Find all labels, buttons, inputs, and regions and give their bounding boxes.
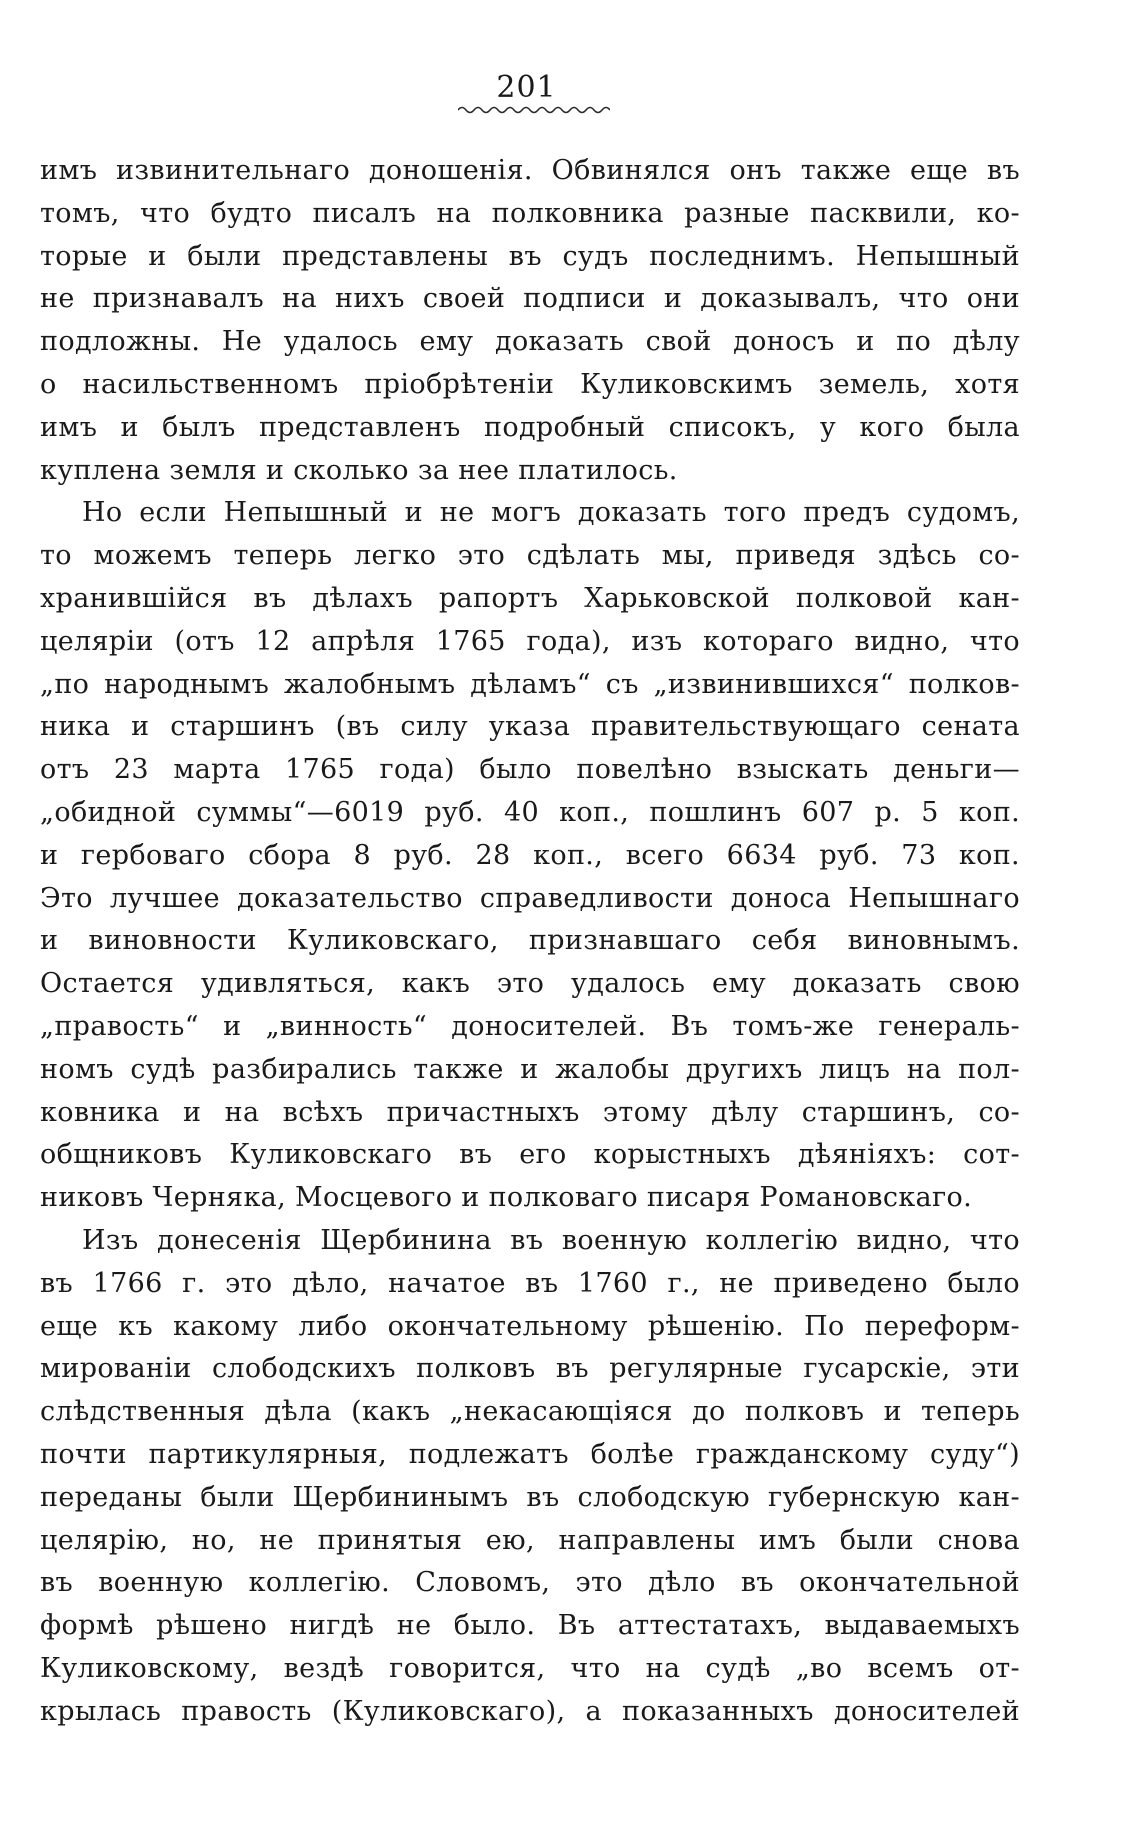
text-line: не признавалъ на нихъ своей подписи и доказывалъ, что они: [40, 283, 1020, 315]
text-line: Но если Непышный и не могъ доказать того предъ судомъ,: [82, 497, 1020, 529]
text-line: о насильственномъ пріобрѣтеніи Куликовскимъ земель, хотя: [40, 368, 1020, 400]
text-line: то можемъ теперь легко это сдѣлать мы, приведя здѣсь со-: [40, 540, 1020, 572]
text-line: формѣ рѣшено нигдѣ не было. Въ аттестатахъ, выдаваемыхъ: [40, 1610, 1020, 1642]
text-line: ковника и на всѣхъ причастныхъ этому дѣлу старшинъ, со-: [40, 1096, 1020, 1128]
text-line: имъ и былъ представленъ подробный списокъ, у кого была: [40, 411, 1020, 443]
body-text: [40, 150, 1020, 1733]
text-line: Куликовскому, вездѣ говорится, что на судѣ „во всемъ от-: [40, 1652, 1020, 1684]
text-line: мированіи слободскихъ полковъ въ регулярные гусарскіе, эти: [40, 1353, 1020, 1385]
text-line: крылась правость (Куликовскаго), а показанныхъ доносителей: [40, 1695, 1020, 1727]
text-line: куплена земля и сколько за нее платилось.: [40, 454, 678, 486]
text-line: целярію, но, не принятыя ею, направлены имъ были снова: [40, 1524, 1020, 1556]
text-line: подложны. Не удалось ему доказать свой доносъ и по дѣлу: [40, 326, 1020, 358]
text-line: въ 1766 г. это дѣло, начатое въ 1760 г., не приведено было: [40, 1267, 1020, 1299]
text-line: томъ, что будто писалъ на полковника разные пасквили, ко-: [40, 197, 1020, 229]
text-line: торые и были представлены въ судъ последнимъ. Непышный: [40, 240, 1020, 272]
text-line: Изъ донесенія Щербинина въ военную коллегію видно, что: [82, 1224, 1020, 1256]
text-line: „правость“ и „винность“ доносителей. Въ томъ-же генераль-: [40, 1010, 1020, 1042]
text-line: и гербоваго сбора 8 руб. 28 коп., всего 6634 руб. 73 коп.: [40, 839, 1020, 871]
text-line: „по народнымъ жалобнымъ дѣламъ“ съ „извинившихся“ полков-: [40, 668, 1020, 700]
text-line: хранившійся въ дѣлахъ рапортъ Харьковской полковой кан-: [40, 582, 1020, 614]
text-line: никовъ Черняка, Мосцевого и полковаго писаря Романовскаго.: [40, 1182, 973, 1214]
page-number: 201: [496, 70, 557, 105]
text-line: номъ судѣ разбирались также и жалобы другихъ лицъ на пол-: [40, 1053, 1020, 1085]
wavy-rule-ornament: [458, 104, 610, 116]
text-line: имъ извинительнаго доношенія. Обвинялся онъ также еще въ: [40, 155, 1020, 186]
text-line: переданы были Щербининымъ въ слободскую губернскую кан-: [40, 1481, 1020, 1513]
text-line: еще къ какому либо окончательному рѣшенію. По переформ-: [40, 1310, 1020, 1342]
text-line: ника и старшинъ (въ силу указа правительствующаго сената: [40, 711, 1020, 743]
text-line: целяріи (отъ 12 апрѣля 1765 года), изъ котораго видно, что: [40, 625, 1020, 657]
text-line: „обидной суммы“—6019 руб. 40 коп., пошлинъ 607 р. 5 коп.: [40, 796, 1020, 828]
text-line: и виновности Куликовскаго, признавшаго себя виновнымъ.: [40, 925, 1020, 957]
text-line: Остается удивляться, какъ это удалось ему доказать свою: [40, 968, 1020, 1000]
text-line: почти партикулярныя, подлежатъ болѣе гражданскому суду“): [40, 1438, 1020, 1470]
text-line: слѣдственныя дѣла (какъ „некасающіяся до полковъ и теперь: [40, 1396, 1020, 1428]
text-line: общниковъ Куликовскаго въ его корыстныхъ дѣяніяхъ: сот-: [40, 1139, 1020, 1171]
text-line: отъ 23 марта 1765 года) было повелѣно взыскать деньги—: [40, 754, 1020, 786]
text-line: Это лучшее доказательство справедливости доноса Непышнаго: [40, 882, 1020, 914]
text-line: въ военную коллегію. Словомъ, это дѣло въ окончательной: [40, 1567, 1020, 1599]
